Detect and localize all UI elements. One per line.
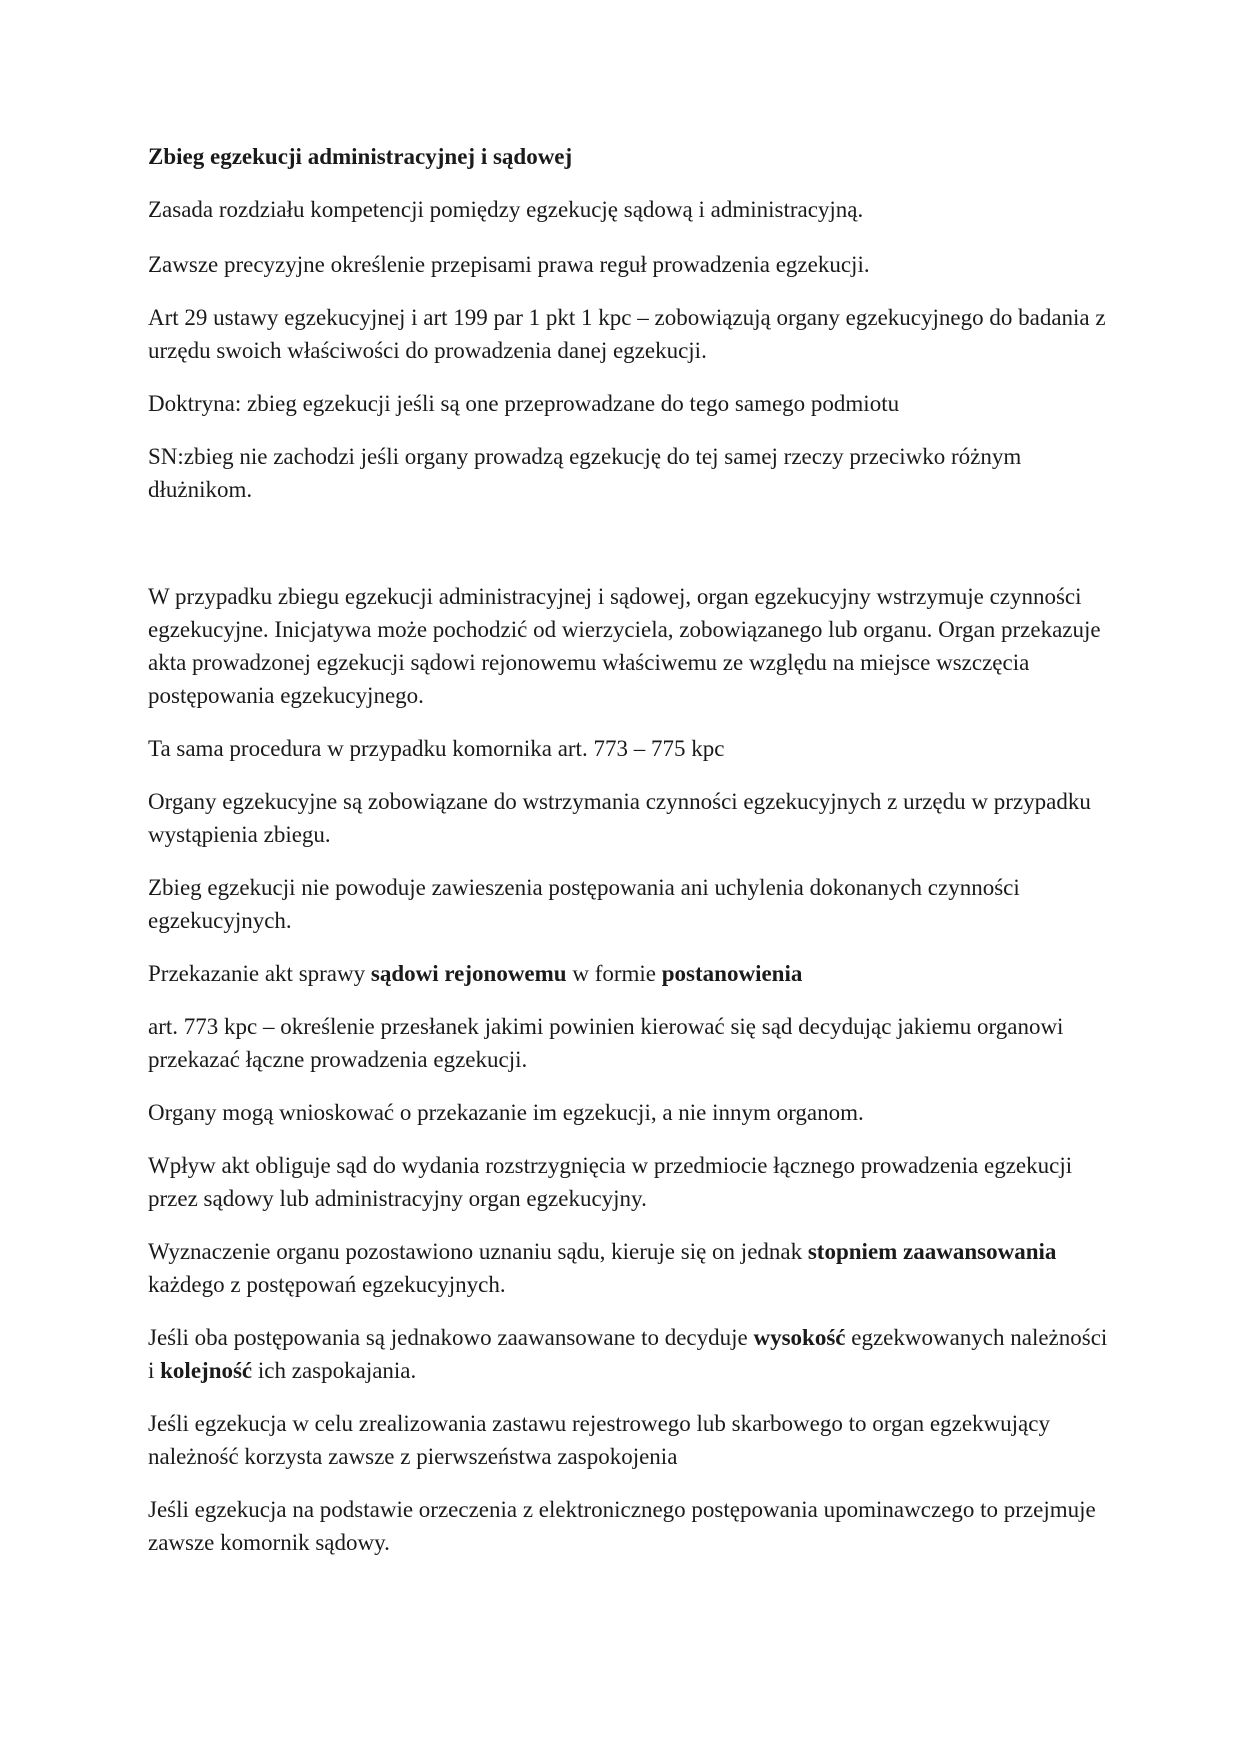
document-title: Zbieg egzekucji administracyjnej i sądowej (148, 144, 573, 169)
paragraph: Zasada rozdziału kompetencji pomiędzy egzekucję sądową i administracyjną. (148, 197, 864, 222)
bold-text: sądowi rejonowemu (370, 961, 567, 986)
paragraph (148, 1321, 1108, 1387)
text-run: ich zaspokajania. (252, 1358, 417, 1383)
paragraph: Ta sama procedura w przypadku komornika art. 773 – 775 kpc (148, 736, 725, 761)
paragraph: Jeśli egzekucja w celu zrealizowania zastawu rejestrowego lub skarbowego to organ egzekwujący należność korzysta zawsze z pierwszeństwa zaspokojenia (148, 1411, 1050, 1469)
text-run: Wyznaczenie organu pozostawiono uznaniu sądu, kieruje się on jednak (148, 1239, 808, 1264)
bold-text: postanowienia (661, 961, 803, 986)
paragraph (148, 957, 1108, 990)
bold-text: kolejność (160, 1358, 253, 1383)
paragraph: Doktryna: zbieg egzekucji jeśli są one przeprowadzane do tego samego podmiotu (148, 391, 900, 416)
text-run: egzekwowanych należności i (148, 1325, 1108, 1383)
bold-text: wysokość (753, 1325, 846, 1350)
paragraph: art. 773 kpc – określenie przesłanek jakimi powinien kierować się sąd decydując jakiemu organowi przekazać łączne prowadzenia egzekucji. (148, 1014, 1064, 1072)
paragraph (148, 1235, 1108, 1301)
paragraph: Zawsze precyzyjne określenie przepisami prawa reguł prowadzenia egzekucji. (148, 252, 870, 277)
paragraph: Zbieg egzekucji nie powoduje zawieszenia postępowania ani uchylenia dokonanych czynności egzekucyjnych. (148, 875, 1020, 933)
paragraph: Art 29 ustawy egzekucyjnej i art 199 par 1 pkt 1 kpc – zobowiązują organy egzekucyjnego do badania z urzędu swoich właściwości do prowadzenia danej egzekucji. (148, 305, 1106, 363)
paragraph: Wpływ akt obliguje sąd do wydania rozstrzygnięcia w przedmiocie łącznego prowadzenia egzekucji przez sądowy lub administracyjny organ egzekucyjny. (148, 1153, 1073, 1211)
paragraph: SN:zbieg nie zachodzi jeśli organy prowadzą egzekucję do tej samej rzeczy przeciwko różnym dłużnikom. (148, 444, 1022, 502)
text-run: w formie (566, 961, 662, 986)
text-run: Przekazanie akt sprawy (148, 961, 371, 986)
paragraph: W przypadku zbiegu egzekucji administracyjnej i sądowej, organ egzekucyjny wstrzymuje czynności egzekucyjne. Inicjatywa może pochodzić od wierzyciela, zobowiązanego lub organu. Organ przekazuje akta prowadzonej egzekucji sądowi rejonowemu właściwemu ze względu na miejsce wszczęcia postępowania egzekucyjnego. (148, 584, 1101, 708)
document-body (148, 140, 1108, 1559)
bold-text: stopniem zaawansowania (807, 1239, 1057, 1264)
text-run: Jeśli oba postępowania są jednakowo zaawansowane to decyduje (148, 1325, 754, 1350)
paragraph: Jeśli egzekucja na podstawie orzeczenia z elektronicznego postępowania upominawczego to przejmuje zawsze komornik sądowy. (148, 1497, 1096, 1555)
text-run: każdego z postępowań egzekucyjnych. (148, 1272, 506, 1297)
paragraph: Organy egzekucyjne są zobowiązane do wstrzymania czynności egzekucyjnych z urzędu w przypadku wystąpienia zbiegu. (148, 789, 1091, 847)
paragraph: Organy mogą wnioskować o przekazanie im egzekucji, a nie innym organom. (148, 1100, 864, 1125)
